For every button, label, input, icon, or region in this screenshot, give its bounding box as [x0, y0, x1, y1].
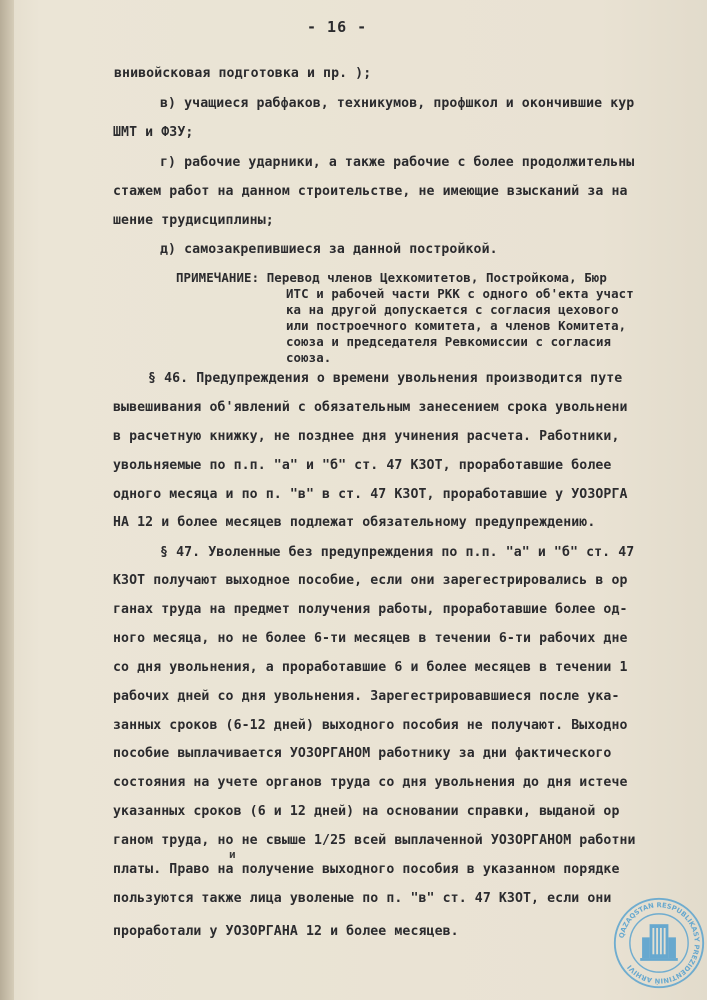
- text-line: пособие выплачивается УОЗОРГАНОМ работнику за дни фактического: [113, 746, 612, 761]
- text-line: стажем работ на данном строительстве, не имеющие взысканий за на: [113, 184, 628, 199]
- text-line: ного месяца, но не более 6-ти месяцев в течении 6-ти рабочих дне: [113, 631, 628, 646]
- list-item-v: в) учащиеся рабфаков, техникумов, профшкол и окончившие кур: [160, 96, 635, 111]
- note-line: союза и председателя Ревкомиссии с согласия: [286, 334, 612, 349]
- section-46-heading: § 46. Предупреждения о времени увольнения производится путе: [148, 371, 623, 386]
- building-icon: [640, 924, 678, 961]
- handwritten-insert-mark: и: [229, 848, 236, 861]
- text-line: вывешивания об'явлений с обязательным занесением срока увольнени: [113, 400, 628, 415]
- text-line: со дня увольнения, а проработавшие 6 и более месяцев в течении 1: [113, 660, 628, 675]
- text-line: пользуются также лица уволеные по п. "в" ст. 47 КЗОТ, если они: [113, 891, 612, 906]
- text-line: одного месяца и по п. "в" в ст. 47 КЗОТ, проработавшие у УОЗОРГА: [113, 487, 628, 502]
- page-binding-edge: [0, 0, 14, 1000]
- archive-stamp: [612, 896, 706, 990]
- note-line: союза.: [286, 350, 332, 365]
- stamp-ring-text: QAZAQSTAN RESPUBLIKASY PREZIDENTINIŃ ARHIVI: [617, 901, 701, 985]
- text-line: увольняемые по п.п. "а" и "б" ст. 47 КЗОТ, проработавшие более: [113, 458, 612, 473]
- note-line: ИТС и рабочей части РКК с одного об'екта участ: [286, 286, 634, 301]
- text-line: ШМТ и ФЗУ;: [113, 125, 194, 140]
- list-item-g: г) рабочие ударники, а также рабочие с более продолжительны: [160, 155, 635, 170]
- text-line: ганах труда на предмет получения работы, проработавшие более од-: [113, 602, 628, 617]
- page-number: - 16 -: [307, 18, 368, 36]
- note-line: ПРИМЕЧАНИЕ: Перевод членов Цехкомитетов, Постройкома, Бюр: [176, 270, 607, 285]
- text-line: занных сроков (6-12 дней) выходного пособия не получают. Выходно: [113, 718, 628, 733]
- text-line: внивойсковая подготовка и пр. );: [114, 66, 372, 81]
- text-line: рабочих дней со дня увольнения. Зарегестрировавшиеся после ука-: [113, 689, 620, 704]
- text-line: КЗОТ получают выходное пособие, если они зарегестрировались в ор: [113, 573, 628, 588]
- text-line: состояния на учете органов труда со дня увольнения до дня истече: [113, 775, 628, 790]
- section-47-heading: § 47. Уволенные без предупреждения по п.п. "а" и "б" ст. 47: [160, 545, 635, 560]
- text-line: указанных сроков (6 и 12 дней) на основании справки, выданой ор: [113, 804, 620, 819]
- text-line: НА 12 и более месяцев подлежат обязательному предупреждению.: [113, 515, 596, 530]
- text-line: ганом труда, но не свыше 1/25 всей выплаченной УОЗОРГАНОМ работни: [113, 833, 636, 848]
- text-line: платы. Право на получение выходного пособия в указанном порядке: [113, 862, 620, 877]
- note-line: или построечного комитета, а членов Комитета,: [286, 318, 627, 333]
- text-line: проработали у УОЗОРГАНА 12 и более месяцев.: [113, 924, 459, 939]
- text-line: шение трудисциплины;: [113, 213, 274, 228]
- list-item-d: д) самозакрепившиеся за данной постройкой.: [160, 242, 498, 257]
- text-line: в расчетную книжку, не позднее дня учинения расчета. Работники,: [113, 429, 620, 444]
- note-line: ка на другой допускается с согласия цехового: [286, 302, 619, 317]
